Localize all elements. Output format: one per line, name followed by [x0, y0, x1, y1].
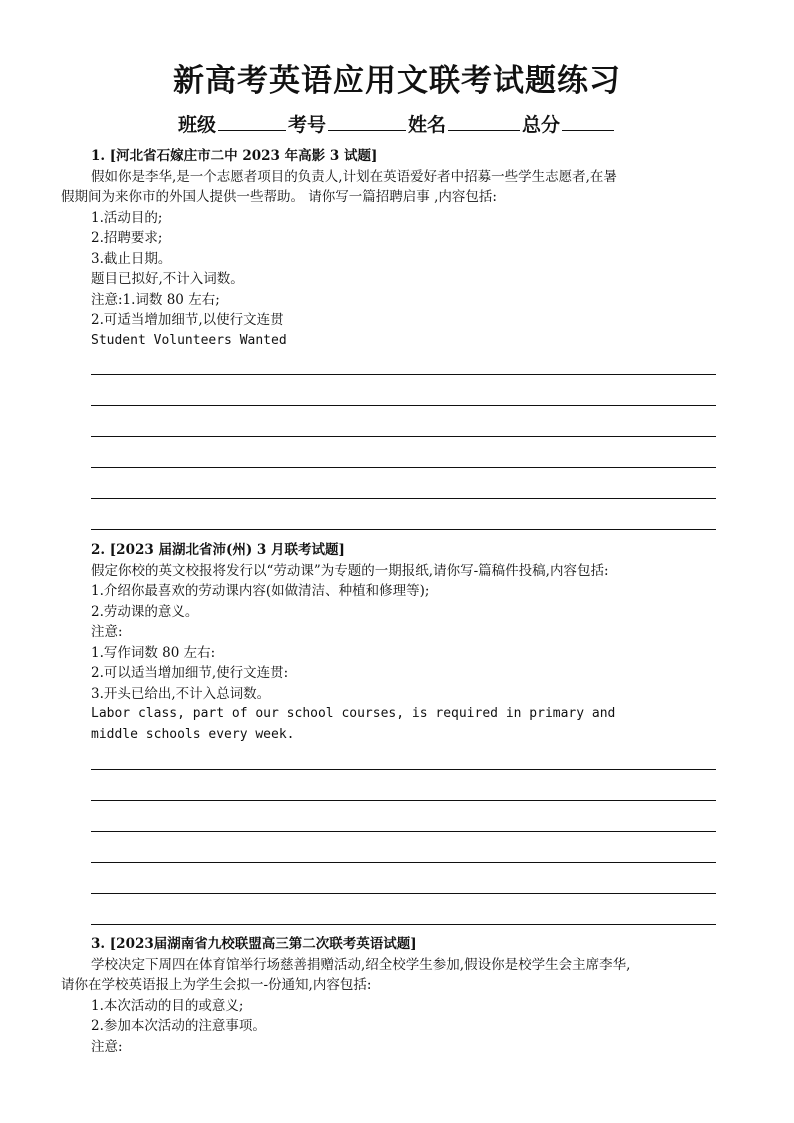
question-text-line: 3.开头已给出,不计入总词数。 [91, 685, 271, 702]
essay-opening-line: Labor class, part of our school courses, is required in primary and [91, 706, 616, 721]
name-label: 姓名 [408, 114, 447, 136]
answer-line[interactable] [91, 436, 716, 437]
exam-number-blank[interactable] [328, 110, 406, 131]
answer-line[interactable] [91, 498, 716, 499]
question-text-line: 2.可适当增加细节,以使行文连贯 [91, 312, 284, 328]
question-header: 2. [2023 届湖北省沛(州) 3 月联考试题] [91, 542, 345, 558]
answer-line[interactable] [91, 893, 716, 894]
name-blank[interactable] [448, 110, 520, 131]
question-text-line: 2.劳动课的意义。 [91, 603, 199, 620]
question-header: 1. [河北省石嫁庄市二中 2023 年高影 3 试题] [91, 148, 378, 164]
answer-line[interactable] [91, 862, 716, 863]
question-text-line: 1.介绍你最喜欢的劳动课内容(如做清洁、种植和修理等); [91, 583, 430, 599]
class-blank[interactable] [218, 110, 286, 131]
question-text-line: 1.活动目的; [91, 209, 163, 226]
question-3 [61, 934, 731, 1057]
class-info-row [0, 110, 794, 139]
question-header: 3. [2023届湖南省九校联盟高三第二次联考英语试题] [91, 936, 417, 952]
answer-line[interactable] [91, 374, 716, 375]
question-text-line: 注意: [91, 1038, 123, 1055]
class-label: 班级 [177, 114, 216, 136]
answer-line[interactable] [91, 800, 716, 801]
question-text-line: 请你在学校英语报上为学生会拟一-份通知,内容包括: [61, 977, 372, 993]
page-title: 新高考英语应用文联考试题练习 [173, 63, 621, 99]
question-text-line: 学校决定下周四在体育馆举行场慈善捐赠活动,绍全校学生参加,假设你是校学生会主席李华, [91, 956, 631, 973]
answer-line[interactable] [91, 769, 716, 770]
essay-title: Student Volunteers Wanted [91, 332, 287, 348]
answer-line[interactable] [91, 831, 716, 832]
question-text-line: 1.本次活动的目的或意义; [91, 997, 244, 1014]
exam-number-label: 考号 [287, 114, 326, 136]
question-text-line: 2.招聘要求; [91, 230, 163, 246]
question-text-line: 题目已拟好,不计入词数。 [91, 271, 244, 287]
answer-line[interactable] [91, 529, 716, 530]
score-label: 总分 [522, 114, 561, 136]
question-text-line: 2.可以适当增加细节,使行文连贯: [91, 665, 289, 681]
answer-line[interactable] [91, 405, 716, 406]
question-1 [61, 146, 731, 351]
question-text-line: 1.写作词数 80 左右: [91, 644, 216, 661]
question-2 [91, 540, 731, 745]
question-text-line: 3.截止日期。 [91, 250, 172, 267]
answer-line[interactable] [91, 467, 716, 468]
question-text-line: 注意: [91, 624, 123, 640]
question-text-line: 2.参加本次活动的注意事项。 [91, 1018, 266, 1034]
score-blank[interactable] [562, 110, 614, 131]
question-text-line: 注意:1.词数 80 左右; [91, 291, 220, 308]
essay-opening-line: middle schools every week. [91, 726, 295, 742]
question-text-line: 假期间为来你市的外国人提供一些帮助。 请你写一篇招聘启事 ,内容包括: [61, 189, 497, 205]
question-text-line: 假如你是李华,是一个志愿者项目的负责人,计划在英语爱好者中招募一些学生志愿者,在暑 [91, 168, 617, 185]
question-text-line: 假定你校的英文校报将发行以“劳动课”为专题的一期报纸,请你写-篇稿件投稿,内容包括: [91, 562, 609, 579]
answer-line[interactable] [91, 924, 716, 925]
